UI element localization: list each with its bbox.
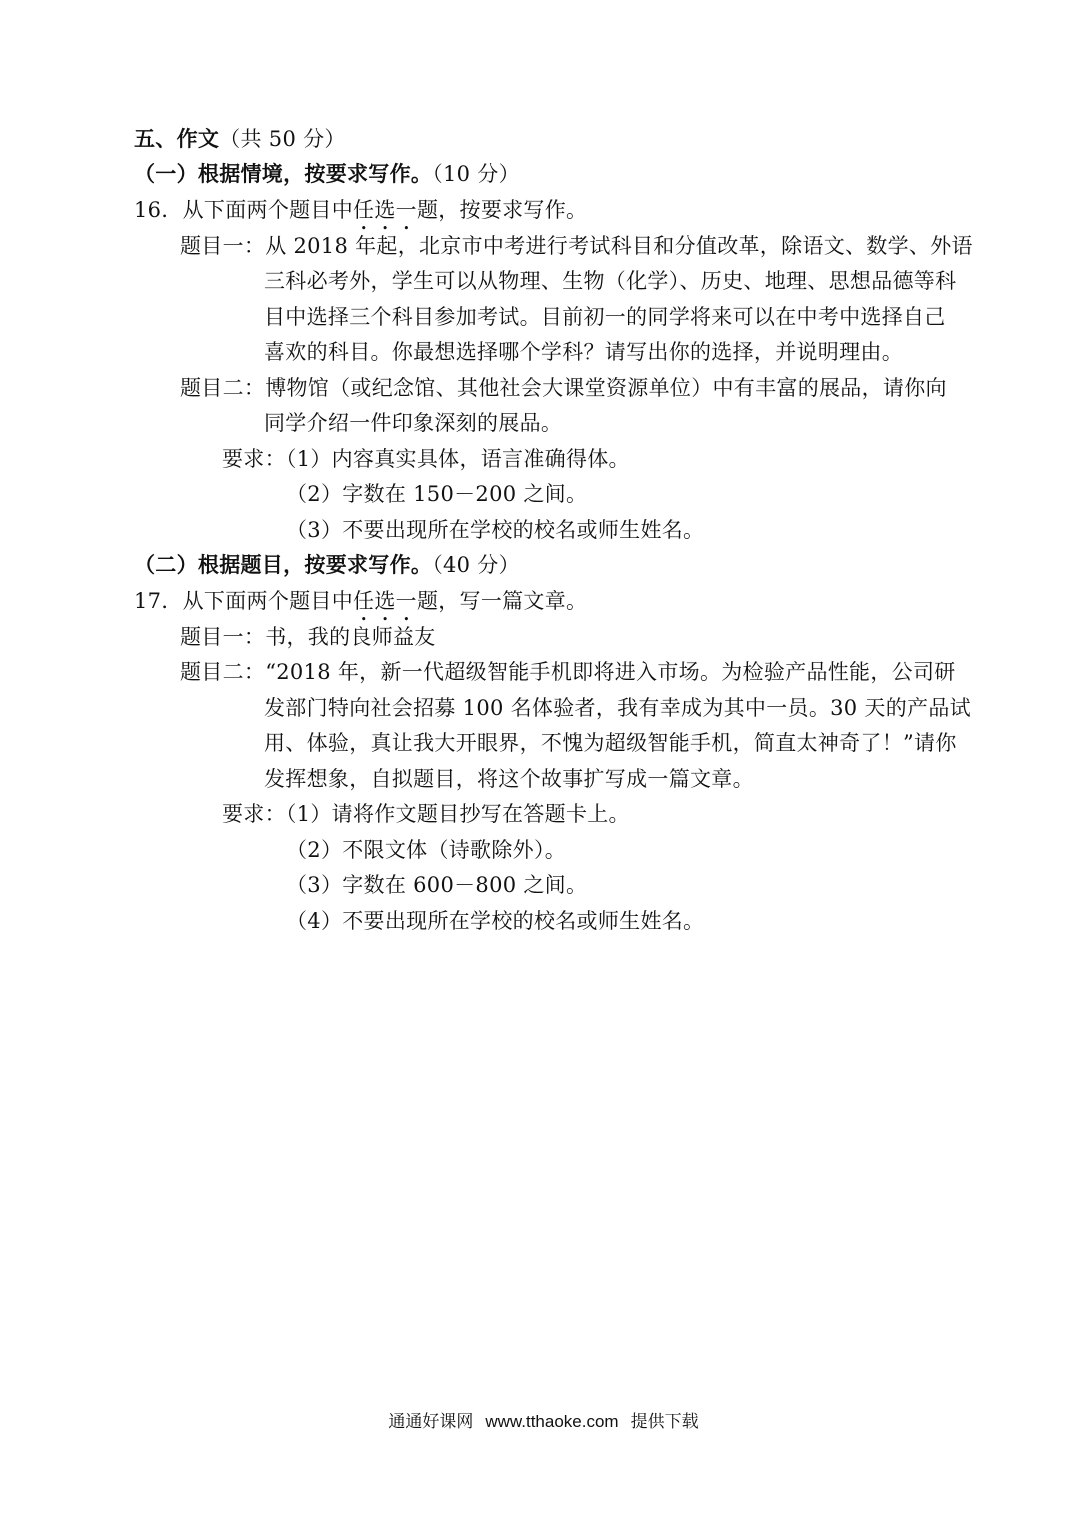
p2-requirement-1: 要求：（1）请将作文题目抄写在答题卡上。 xyxy=(222,802,630,826)
question-17 xyxy=(134,586,587,626)
q17-emphasis: 任选一 xyxy=(353,589,417,613)
p1-requirement-3: （3）不要出现所在学校的校名或师生姓名。 xyxy=(286,518,705,542)
p1-requirement-2: （2）字数在 150－200 之间。 xyxy=(286,482,588,506)
q16-suffix: 题，按要求写作。 xyxy=(416,198,588,222)
p2-topic1: 题目一：书，我的良师益友 xyxy=(180,625,436,649)
p2-requirement-3: （3）字数在 600－800 之间。 xyxy=(286,873,588,897)
section-title: 五、作文 xyxy=(134,126,220,151)
part1-heading xyxy=(134,159,520,189)
p2-topic2-line1: 题目二：“2018 年，新一代超级智能手机即将进入市场。为检验产品性能，公司研 xyxy=(180,660,956,684)
part2-score: （40 分） xyxy=(432,553,520,577)
section-score: （共 50 分） xyxy=(219,127,346,151)
p2-topic2-line4: 发挥想象，自拟题目，将这个故事扩写成一篇文章。 xyxy=(264,767,754,791)
page-footer xyxy=(0,1407,1087,1432)
part2-heading xyxy=(134,550,520,580)
q16-emphasis: 任选一 xyxy=(353,198,417,222)
p1-topic2-line1: 题目二：博物馆（或纪念馆、其他社会大课堂资源单位）中有丰富的展品，请你向 xyxy=(180,376,947,400)
p1-topic2-line2: 同学介绍一件印象深刻的展品。 xyxy=(264,411,563,435)
part1-score: （10 分） xyxy=(432,162,520,186)
q17-suffix: 题，写一篇文章。 xyxy=(416,589,588,613)
p1-topic1-line3: 目中选择三个科目参加考试。目前初一的同学将来可以在中考中选择自己 xyxy=(264,305,946,329)
p1-requirement-1: 要求：（1）内容真实具体，语言准确得体。 xyxy=(222,447,630,471)
part2-heading-text: （二）根据题目，按要求写作。 xyxy=(134,552,433,577)
footer-url[interactable]: www.tthaoke.com xyxy=(485,1412,619,1431)
p2-requirement-2: （2）不限文体（诗歌除外）。 xyxy=(286,838,567,862)
section-heading xyxy=(134,124,346,154)
footer-note: 提供下载 xyxy=(630,1412,699,1431)
p1-topic1-line1: 题目一：从 2018 年起，北京市中考进行考试科目和分值改革，除语文、数学、外语 xyxy=(180,234,973,258)
p1-topic1-line2: 三科必考外，学生可以从物理、生物（化学）、历史、地理、思想品德等科 xyxy=(264,269,957,293)
p2-topic2-line2: 发部门特向社会招募 100 名体验者，我有幸成为其中一员。30 天的产品试 xyxy=(264,696,971,720)
q16-prefix: 16．从下面两个题目中 xyxy=(134,198,354,222)
footer-site-name: 通通好课网 xyxy=(388,1412,474,1431)
p1-topic1-line4: 喜欢的科目。你最想选择哪个学科？请写出你的选择，并说明理由。 xyxy=(264,340,903,364)
question-16 xyxy=(134,195,587,235)
p2-topic2-line3: 用、体验，真让我大开眼界，不愧为超级智能手机，简直太神奇了！”请你 xyxy=(264,731,957,755)
part1-heading-text: （一）根据情境，按要求写作。 xyxy=(134,161,433,186)
p2-requirement-4: （4）不要出现所在学校的校名或师生姓名。 xyxy=(286,909,705,933)
q17-prefix: 17．从下面两个题目中 xyxy=(134,589,354,613)
